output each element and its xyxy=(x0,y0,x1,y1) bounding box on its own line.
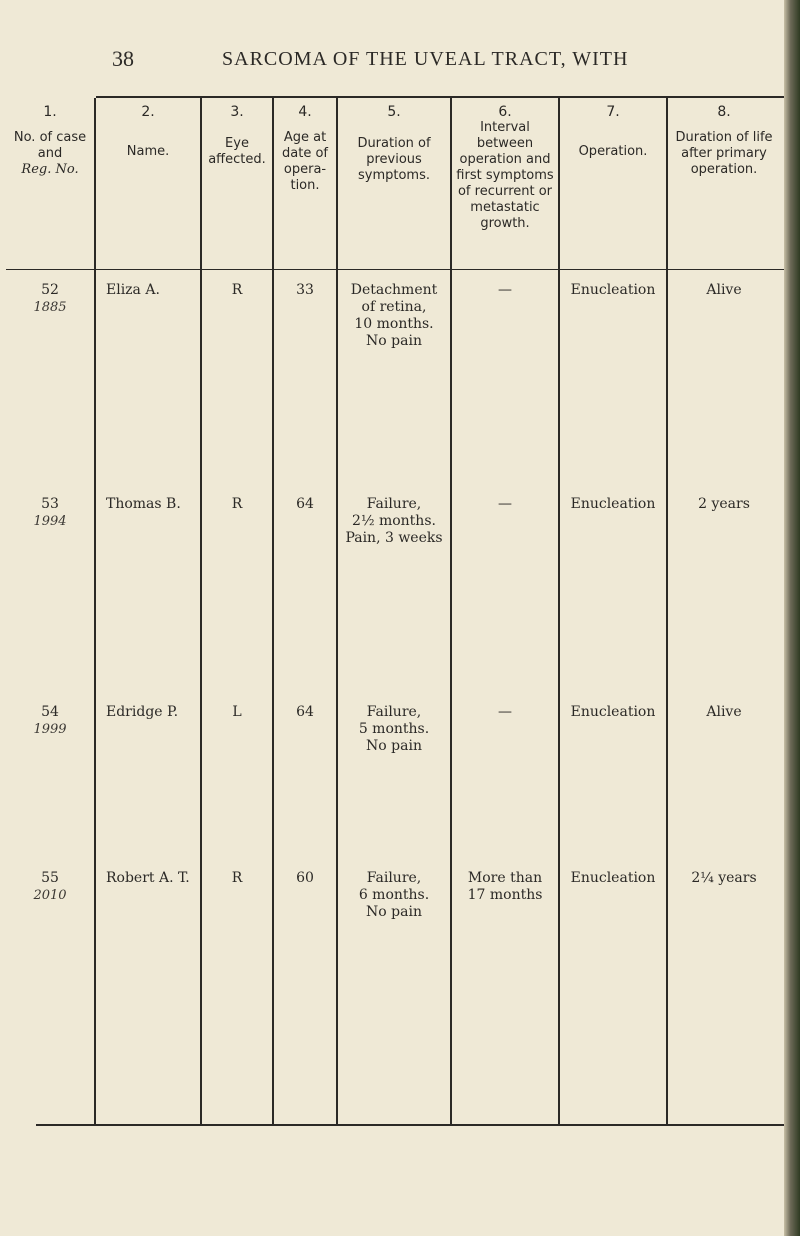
previous-symptoms: Detachment of retina, 10 months. No pain xyxy=(350,282,438,349)
column-header-eye: 3. Eye affected. xyxy=(208,104,266,167)
column-header-case: 1. No. of case and Reg. No. xyxy=(13,104,87,177)
column-header-interval: 6. Interval between operation and first symptoms of recurrent or metastatic growth. xyxy=(456,104,554,231)
eye-affected: R xyxy=(231,870,243,886)
age-at-operation: 33 xyxy=(296,282,314,298)
previous-symptoms: Failure, 2½ months. Pain, 3 weeks xyxy=(345,496,443,546)
recurrence-interval: — xyxy=(498,282,512,298)
operation: Enucleation xyxy=(570,704,656,720)
column-header-name: 2. Name. xyxy=(126,104,170,159)
life-duration: Alive xyxy=(706,282,742,298)
column-divider xyxy=(272,98,274,1124)
previous-symptoms: Failure, 6 months. No pain xyxy=(358,870,430,920)
table-bottom-rule xyxy=(36,1124,784,1126)
operation: Enucleation xyxy=(570,496,656,512)
age-at-operation: 64 xyxy=(296,496,314,512)
life-duration: 2 years xyxy=(698,496,750,512)
eye-affected: R xyxy=(231,282,243,298)
eye-affected: R xyxy=(231,496,243,512)
column-divider xyxy=(336,98,338,1124)
operation: Enucleation xyxy=(570,870,656,886)
life-duration: Alive xyxy=(706,704,742,720)
patient-name: Eliza A. xyxy=(106,282,160,298)
eye-affected: L xyxy=(232,704,242,720)
patient-name: Robert A. T. xyxy=(106,870,190,886)
table-row-case: 52 1885 xyxy=(33,282,67,315)
column-divider xyxy=(94,98,96,1124)
previous-symptoms: Failure, 5 months. No pain xyxy=(358,704,430,754)
column-header-age: 4. Age at date of opera-tion. xyxy=(282,104,328,193)
page-number: 38 xyxy=(112,46,134,71)
age-at-operation: 64 xyxy=(296,704,314,720)
patient-name: Thomas B. xyxy=(106,496,181,512)
table-row-case: 55 2010 xyxy=(33,870,67,903)
patient-name: Edridge P. xyxy=(106,704,179,720)
page-edge-shadow xyxy=(784,0,800,1236)
column-header-duration-symptoms: 5. Duration of previous symptoms. xyxy=(357,104,431,183)
recurrence-interval: — xyxy=(498,496,512,512)
header-rule xyxy=(6,269,800,270)
column-divider xyxy=(200,98,202,1124)
table-row-case: 53 1994 xyxy=(33,496,67,529)
age-at-operation: 60 xyxy=(296,870,314,886)
case-table xyxy=(6,96,784,1126)
column-header-duration-life: 8. Duration of life after primary operation. xyxy=(675,104,773,177)
column-divider xyxy=(450,98,452,1124)
column-divider xyxy=(666,98,668,1124)
operation: Enucleation xyxy=(570,282,656,298)
table-row-case: 54 1999 xyxy=(33,704,67,737)
recurrence-interval: More than 17 months xyxy=(467,870,543,903)
column-divider xyxy=(558,98,560,1124)
column-header-operation: 7. Operation. xyxy=(578,104,648,159)
life-duration: 2¼ years xyxy=(691,870,757,886)
running-head: SARCOMA OF THE UVEAL TRACT, WITH xyxy=(222,48,629,70)
recurrence-interval: — xyxy=(498,704,512,720)
